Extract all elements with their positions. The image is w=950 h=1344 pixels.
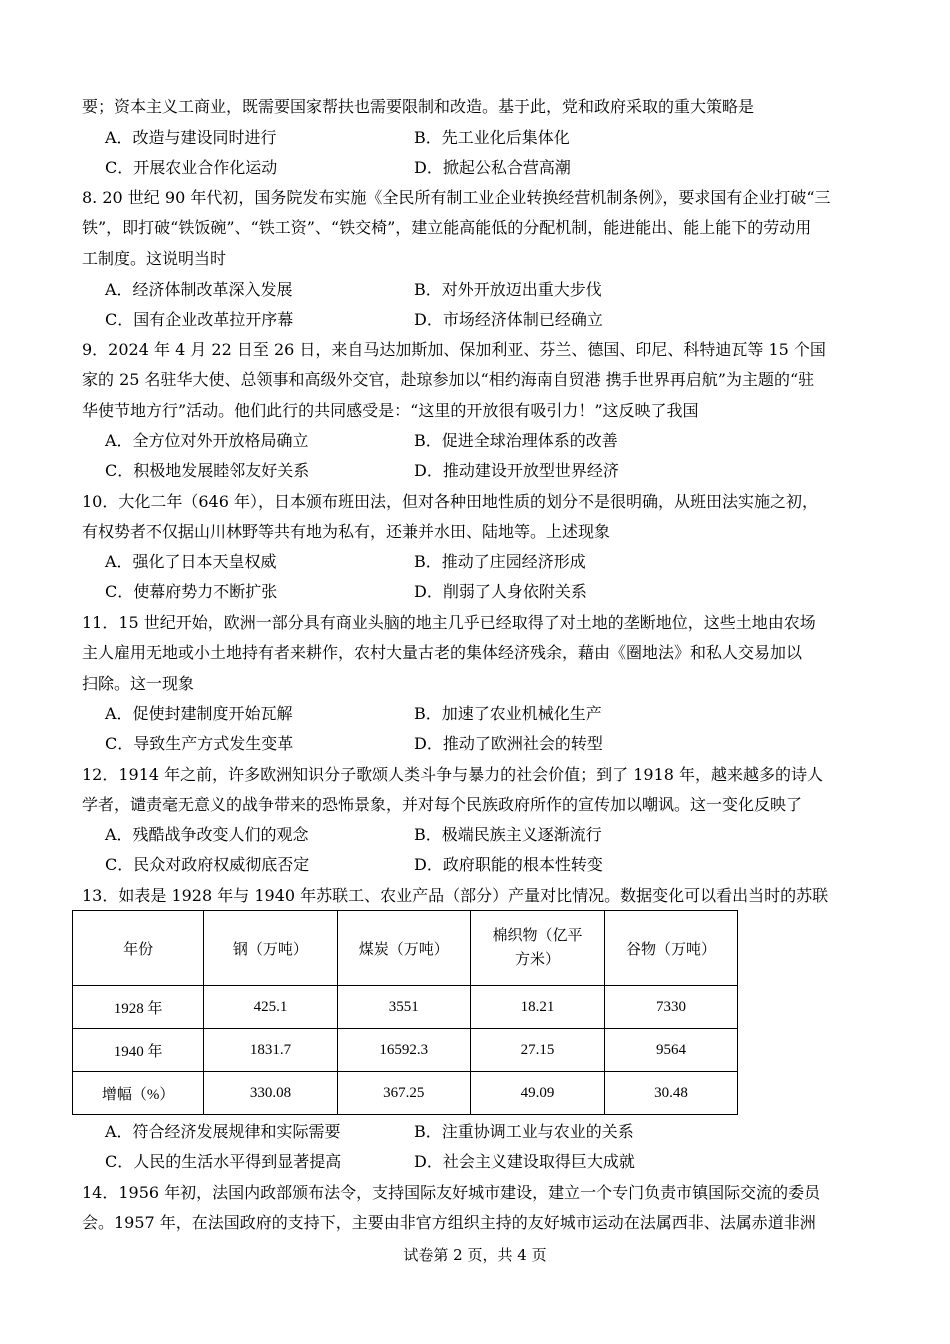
q12-option-d: D．政府职能的根本性转变 [414,855,603,874]
header-grain: 谷物（万吨） [604,911,737,986]
q14-stem-line: 会。1957 年，在法国政府的支持下，主要由非官方组织主持的友好城市运动在法属西非、法属赤道非洲 [82,1213,816,1232]
table-cell: 1831.7 [204,1029,337,1072]
q8-option-a: A．经济体制改革深入发展 [105,280,293,299]
q14-stem-line: 14．1956 年初，法国内政部颁布法令，支持国际友好城市建设，建立一个专门负责市镇国际交流的委员 [82,1183,821,1202]
q8-option-b: B．对外开放迈出重大步伐 [414,280,602,299]
q12-stem-line: 12．1914 年之前，许多欧洲知识分子歌颂人类斗争与暴力的社会价值；到了 1918 年，越来越多的诗人 [82,765,824,784]
q7-option-b: B．先工业化后集体化 [414,128,570,147]
q11-option-c: C．导致生产方式发生变革 [105,734,294,753]
q7-stem-line: 要；资本主义工商业，既需要国家帮扶也需要限制和改造。基于此，党和政府采取的重大策略是 [82,97,755,116]
q13-option-a: A．符合经济发展规律和实际需要 [105,1122,341,1141]
q8-stem-line: 铁”，即打破“铁饭碗”、“铁工资”、“铁交椅”，建立能高能低的分配机制，能进能出、能上能下的劳动用 [82,218,812,237]
table-cell: 330.08 [204,1072,337,1115]
q13-option-c: C．人民的生活水平得到显著提高 [105,1152,342,1171]
table-cell: 16592.3 [337,1029,470,1072]
q10-option-a: A．强化了日本天皇权威 [105,552,277,571]
q9-option-a: A．全方位对外开放格局确立 [105,431,309,450]
table-cell: 18.21 [471,986,605,1029]
q12-option-a: A．残酷战争改变人们的观念 [105,825,309,844]
q10-option-b: B．推动了庄园经济形成 [414,552,586,571]
table-row [73,986,738,1029]
table-cell: 27.15 [471,1029,605,1072]
table-cell: 3551 [337,986,470,1029]
q9-option-b: B．促进全球治理体系的改善 [414,431,618,450]
table-cell: 367.25 [337,1072,470,1115]
header-cotton [471,911,605,986]
table-cell: 1928 年 [73,986,204,1029]
table-cell: 增幅（%） [73,1072,204,1115]
q8-stem-line: 工制度。这说明当时 [82,249,227,268]
q11-stem-line: 扫除。这一现象 [82,674,195,693]
table-header-row [73,911,738,986]
q9-stem-line: 9．2024 年 4 月 22 日至 26 日，来自马达加斯加、保加利亚、芬兰、德国、印尼、科特迪瓦等 15 个国 [82,340,826,359]
q9-stem-line: 华使节地方行”活动。他们此行的共同感受是：“这里的开放很有吸引力！”这反映了我国 [82,401,699,420]
header-year: 年份 [73,911,204,986]
table-cell: 425.1 [204,986,337,1029]
q11-option-d: D．推动了欧洲社会的转型 [414,734,603,753]
q8-option-d: D．市场经济体制已经确立 [414,310,603,329]
q7-option-d: D．掀起公私合营高潮 [414,158,571,177]
page-footer: 试卷第 2 页，共 4 页 [403,1246,547,1264]
q9-option-d: D．推动建设开放型世界经济 [414,461,619,480]
q11-option-b: B．加速了农业机械化生产 [414,704,602,723]
table-cell: 49.09 [471,1072,605,1115]
q8-stem-line: 8. 20 世纪 90 年代初，国务院发布实施《全民所有制工业企业转换经营机制条例》，要求国有企业打破“三 [82,188,831,207]
q13-option-b: B．注重协调工业与农业的关系 [414,1122,634,1141]
q13-option-d: D．社会主义建设取得巨大成就 [414,1152,635,1171]
table-cell: 7330 [604,986,737,1029]
q11-stem-line: 11．15 世纪开始，欧洲一部分具有商业头脑的地主几乎已经取得了对土地的垄断地位，这些土地由农场 [82,613,816,632]
q10-stem-line: 有权势者不仅据山川林野等共有地为私有，还兼并水田、陆地等。上述现象 [82,522,611,541]
q10-stem-line: 10．大化二年（646 年），日本颁布班田法，但对各种田地性质的划分不是很明确，从班田法实施之初， [82,492,818,511]
q12-option-b: B．极端民族主义逐渐流行 [414,825,602,844]
q9-option-c: C．积极地发展睦邻友好关系 [105,461,310,480]
header-steel: 钢（万吨） [204,911,337,986]
production-table [72,910,738,1115]
header-coal: 煤炭（万吨） [337,911,470,986]
q12-option-c: C．民众对政府权威彻底否定 [105,855,310,874]
table-row [73,1029,738,1072]
table-cell: 1940 年 [73,1029,204,1072]
q10-option-d: D．削弱了人身依附关系 [414,582,587,601]
q13-stem-line: 13．如表是 1928 年与 1940 年苏联工、农业产品（部分）产量对比情况。数据变化可以看出当时的苏联 [82,886,829,905]
table-row [73,1072,738,1115]
q10-option-c: C．使幕府势力不断扩张 [105,582,278,601]
q11-stem-line: 主人雇用无地或小土地持有者来耕作，农村大量古老的集体经济残余，藉由《圈地法》和私人交易加以 [82,643,803,662]
header-cotton-line: 方米） [514,952,560,968]
table-cell: 9564 [604,1029,737,1072]
header-cotton-line: 棉织物（亿平 [492,928,583,944]
q8-option-c: C．国有企业改革拉开序幕 [105,310,294,329]
q11-option-a: A．促使封建制度开始瓦解 [105,704,293,723]
q12-stem-line: 学者，谴责毫无意义的战争带来的恐怖景象，并对每个民族政府所作的宣传加以嘲讽。这一变化反映了 [82,795,803,814]
q7-option-c: C．开展农业合作化运动 [105,158,278,177]
q7-option-a: A．改造与建设同时进行 [105,128,277,147]
table-cell: 30.48 [604,1072,737,1115]
q9-stem-line: 家的 25 名驻华大使、总领事和高级外交官，赴琼参加以“相约海南自贸港 携手世界再启航”为主题的“驻 [82,370,815,389]
